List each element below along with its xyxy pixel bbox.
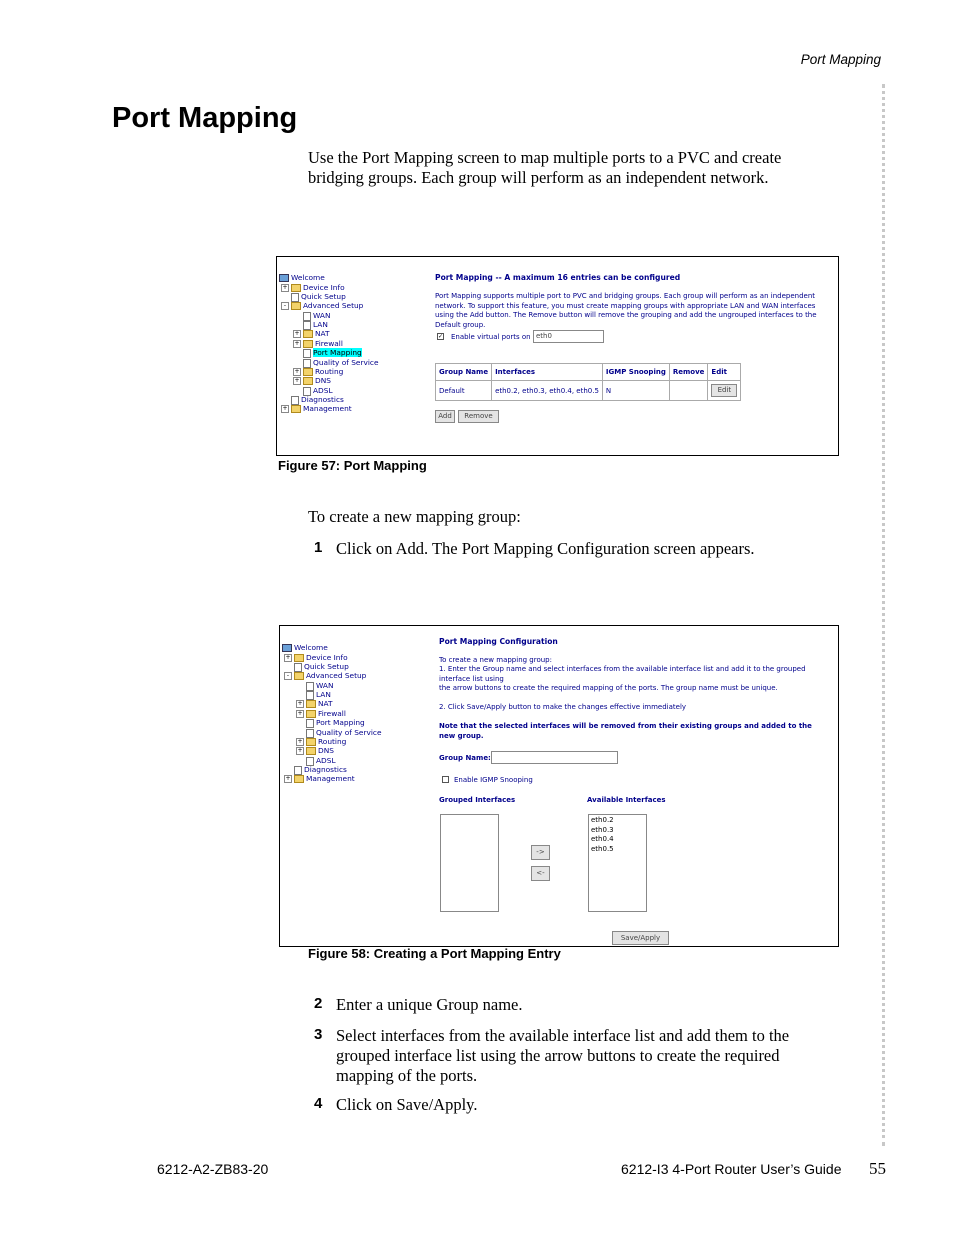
expand-icon[interactable]: + xyxy=(297,747,303,754)
margin-rule xyxy=(882,84,885,1146)
fig58-line4: 2. Click Save/Apply button to make the changes effective immediately xyxy=(439,703,687,711)
nav-adsl[interactable]: ADSL xyxy=(313,386,333,395)
nav-welcome[interactable]: Welcome xyxy=(294,643,328,652)
footer-doc-number: 6212-A2-ZB83-20 xyxy=(157,1161,269,1177)
folder-icon xyxy=(291,302,301,310)
group-name-input[interactable] xyxy=(491,751,618,764)
igmp-snooping-label: Enable IGMP Snooping xyxy=(454,776,533,784)
col-interfaces: Interfaces xyxy=(492,364,603,381)
folder-icon xyxy=(294,654,304,662)
folder-icon xyxy=(294,775,304,783)
fig58-title: Port Mapping Configuration xyxy=(439,637,558,646)
fig58-note: Note that the selected interfaces will be removed from their existing groups and added to the new group. xyxy=(439,722,812,740)
expand-icon[interactable]: + xyxy=(294,377,300,384)
add-button[interactable]: Add xyxy=(435,410,455,423)
enable-virtual-ports-label: Enable virtual ports on xyxy=(451,333,531,341)
nav-advanced-setup[interactable]: Advanced Setup xyxy=(306,671,367,680)
expand-icon[interactable]: + xyxy=(294,330,300,337)
folder-icon xyxy=(303,340,313,348)
nav-firewall[interactable]: Firewall xyxy=(315,339,343,348)
expand-icon[interactable]: + xyxy=(294,368,300,375)
folder-icon xyxy=(303,330,313,338)
nav-quick-setup[interactable]: Quick Setup xyxy=(301,292,346,301)
edit-button[interactable]: Edit xyxy=(711,384,737,397)
monitor-icon xyxy=(279,274,289,282)
nav-port-mapping[interactable]: Port Mapping xyxy=(313,348,362,357)
remove-interface-arrow-button[interactable]: <- xyxy=(531,866,550,881)
nav-wan[interactable]: WAN xyxy=(316,681,334,690)
cell-igmp: N xyxy=(602,381,669,401)
folder-icon xyxy=(303,368,313,376)
figure-57-caption: Figure 57: Port Mapping xyxy=(278,458,427,473)
footer-guide-title: 6212-I3 4-Port Router User’s Guide xyxy=(621,1161,842,1177)
folder-icon xyxy=(306,700,316,708)
port-mapping-table xyxy=(435,363,741,401)
step-2-text: Enter a unique Group name. xyxy=(336,995,523,1014)
remove-button[interactable]: Remove xyxy=(458,410,499,423)
nav-nat[interactable]: NAT xyxy=(318,699,333,708)
running-header: Port Mapping xyxy=(800,52,881,67)
add-interface-arrow-button[interactable]: -> xyxy=(531,845,550,860)
available-interfaces-list[interactable] xyxy=(588,814,647,912)
cell-interfaces: eth0.2, eth0.3, eth0.4, eth0.5 xyxy=(492,381,603,401)
step-4-text: Click on Save/Apply. xyxy=(336,1095,478,1114)
nav-diagnostics[interactable]: Diagnostics xyxy=(304,765,347,774)
col-group-name: Group Name xyxy=(436,364,492,381)
nav-wan[interactable]: WAN xyxy=(313,311,331,320)
col-edit: Edit xyxy=(708,364,741,381)
folder-icon xyxy=(306,747,316,755)
nav-routing[interactable]: Routing xyxy=(315,367,344,376)
grouped-interfaces-label: Grouped Interfaces xyxy=(439,796,516,804)
nav-firewall[interactable]: Firewall xyxy=(318,709,346,718)
col-remove: Remove xyxy=(669,364,708,381)
fig58-line1: To create a new mapping group: xyxy=(439,656,552,664)
figure-57-screenshot xyxy=(276,256,839,456)
folder-icon xyxy=(303,377,313,385)
expand-icon[interactable]: + xyxy=(294,340,300,347)
nav-device-info[interactable]: Device Info xyxy=(306,653,348,662)
table-row xyxy=(436,381,741,401)
cell-group: Default xyxy=(436,381,492,401)
page-icon xyxy=(303,349,311,358)
page-heading: Port Mapping xyxy=(112,102,298,134)
intro-paragraph: Use the Port Mapping screen to map multiple ports to a PVC and create bridging groups. Each group will perform as an independent network. xyxy=(308,148,782,187)
available-interfaces-label: Available Interfaces xyxy=(587,796,666,804)
cell-remove xyxy=(669,381,708,401)
list-item[interactable]: eth0.2 xyxy=(591,816,614,824)
figure-58-screenshot xyxy=(279,625,839,947)
nav-management[interactable]: Management xyxy=(303,404,352,413)
nav-qos[interactable]: Quality of Service xyxy=(316,728,382,737)
folder-icon xyxy=(291,405,301,413)
nav-dns[interactable]: DNS xyxy=(315,376,331,385)
step-1-number: 1 xyxy=(314,539,323,556)
col-igmp-snooping: IGMP Snooping xyxy=(602,364,669,381)
expand-icon[interactable]: + xyxy=(282,284,288,291)
nav-lan[interactable]: LAN xyxy=(316,690,331,699)
nav-diagnostics[interactable]: Diagnostics xyxy=(301,395,344,404)
collapse-icon[interactable]: - xyxy=(284,672,292,680)
folder-icon xyxy=(294,672,304,680)
expand-icon[interactable]: + xyxy=(297,700,303,707)
nav-management[interactable]: Management xyxy=(306,774,355,783)
nav-dns[interactable]: DNS xyxy=(318,746,334,755)
folder-icon xyxy=(306,738,316,746)
nav-nat[interactable]: NAT xyxy=(315,329,330,338)
figure-58-caption: Figure 58: Creating a Port Mapping Entry xyxy=(308,946,561,961)
virtual-ports-interface-field[interactable]: eth0 xyxy=(533,330,604,343)
expand-icon[interactable]: + xyxy=(282,405,288,412)
step-4-number: 4 xyxy=(314,1095,323,1112)
expand-icon[interactable]: + xyxy=(297,710,303,717)
fig57-description: Port Mapping supports multiple port to PVC and bridging groups. Each group will perform as an independent network. To support this feature, you must create mapping groups with appropriate LAN and WAN interfaces using the Add button. The Remove button will remove the grouping and add the ungrouped interfaces to the Default group. xyxy=(435,292,817,329)
nav-lan[interactable]: LAN xyxy=(313,320,328,329)
list-item[interactable]: eth0.3 xyxy=(591,825,614,834)
list-item[interactable]: eth0.4 xyxy=(591,835,614,843)
nav-advanced-setup[interactable]: Advanced Setup xyxy=(303,301,364,310)
nav-device-info[interactable]: Device Info xyxy=(303,283,345,292)
enable-virtual-ports-checkbox[interactable]: ✓ xyxy=(438,333,444,340)
fig58-line2: 1. Enter the Group name and select interfaces from the available interface list and add it to the grouped interface list using xyxy=(439,665,806,683)
nav-qos[interactable]: Quality of Service xyxy=(313,358,379,367)
expand-icon[interactable]: + xyxy=(285,654,291,661)
step-1-text: Click on Add. The Port Mapping Configuration screen appears. xyxy=(336,539,755,558)
page-icon xyxy=(306,719,314,728)
save-apply-button[interactable]: Save/Apply xyxy=(612,931,669,945)
folder-icon xyxy=(291,284,301,292)
nav-adsl[interactable]: ADSL xyxy=(316,756,336,765)
footer-page-number: 55 xyxy=(869,1159,886,1178)
expand-icon[interactable]: + xyxy=(285,775,291,782)
group-name-label: Group Name: xyxy=(439,754,491,762)
step-intro: To create a new mapping group: xyxy=(308,507,521,526)
list-item[interactable]: eth0.5 xyxy=(591,844,614,853)
fig57-title: Port Mapping -- A maximum 16 entries can be configured xyxy=(435,273,681,282)
nav-port-mapping[interactable]: Port Mapping xyxy=(316,718,365,727)
folder-icon xyxy=(306,710,316,718)
monitor-icon xyxy=(282,644,292,652)
nav-quick-setup[interactable]: Quick Setup xyxy=(304,662,349,671)
step-2-number: 2 xyxy=(314,995,323,1012)
cell-edit xyxy=(708,381,741,401)
expand-icon[interactable]: + xyxy=(297,738,303,745)
collapse-icon[interactable]: - xyxy=(281,302,289,310)
igmp-snooping-checkbox[interactable] xyxy=(442,776,449,783)
nav-routing[interactable]: Routing xyxy=(318,737,347,746)
step-3-number: 3 xyxy=(314,1026,323,1043)
grouped-interfaces-list[interactable] xyxy=(440,814,499,912)
nav-welcome[interactable]: Welcome xyxy=(291,273,325,282)
step-3-text: Select interfaces from the available interface list and add them to the grouped interface list using the arrow buttons to create the required mapping of the ports. xyxy=(336,1026,790,1085)
fig58-line3: the arrow buttons to create the required mapping of the ports. The group name must be unique. xyxy=(439,684,778,692)
